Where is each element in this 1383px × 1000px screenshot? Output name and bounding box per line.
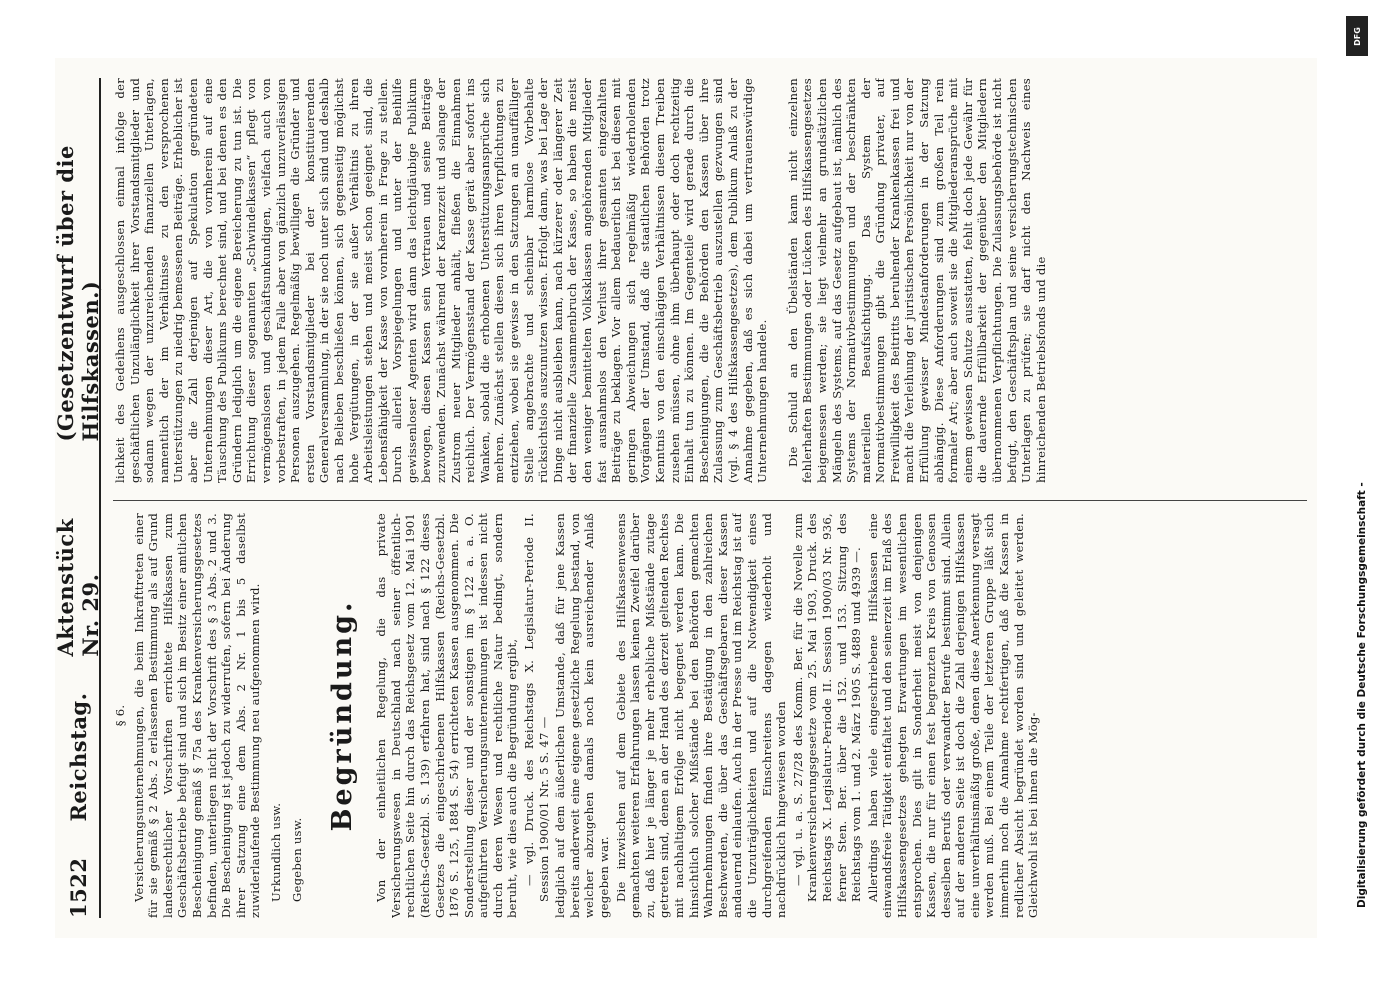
citation: — vgl. u. a. S. 27/28 des Komm. Ber. für die Novelle zum Krankenversicherungsgesetze vom 25. Mai 1903, Druck. des Reichstags X. Legislatur-Periode II. Session 1900/03 Nr. 936, ferner Sten. Ber. über die 152. und 153. Sitzung des Reichstags vom 1. und 2. März 1905 S. 4889 und 4939 —. — [790, 513, 864, 902]
paragraph: Die Schuld an den Übelständen kann nicht einzelnen fehlerhaften Bestimmungen oder Lücken des Hilfskassengesetzes beigemessen werden; sie liegt vielmehr an grundsätzlichen Mängeln des Systems, auf das Gesetz aufgebaut ist, nämlich des Systems der Normativbestimmungen und der beschränkten materiellen Beaufsichtigung. Das System der Normativbestimmungen gibt die Gründung privater, auf Freiwilligkeit des Beitritts beruhender Krankenkassen frei und macht die Verleihung der juristischen Persönlichkeit nur von der Erfüllung gewisser Mindestanforderungen in der Satzung abhängig. Diese Anforderungen sind zum großen Teil rein formaler Art; aber auch soweit sie die Mitgliederansprüche mit einem gewissen Schutze ausstatten, fehlt doch jede Gewähr für die dauernde Erfüllbarkeit der gegenüber den Mitgliedern übernommenen Verpflichtungen. Die Zulassungsbehörde ist nicht befugt, den Geschäftsplan und seine versicherungstechnischen Unterlagen zu prüfen; sie darf nicht den Nachweis eines hinreichenden Betriebsfonds und die — [785, 78, 1048, 483]
page-header — [53, 78, 103, 918]
section-heading: § 6. — [113, 704, 127, 727]
dfg-logo — [1346, 16, 1368, 56]
dfg-logo-text: DFG — [1352, 26, 1362, 46]
right-column — [113, 78, 1307, 483]
header-left: Reichstag. — [65, 692, 91, 822]
paragraph: Allerdings haben viele eingeschriebene Hilfskassen eine einwandsfreie Tätigkeit entfaltet und den seinerzeit im Erlaß des Hilfskassengesetzes gehegten Erwartungen im wesentlichen entsprochen. Dies gilt in Sonderheit meist von denjenigen Kassen, die nur für einen fest begrenzten Kreis von Genossen desselben Berufs oder verwandter Berufe bestimmt sind. Allein auf der anderen Seite ist doch die Zahl derjenigen Hilfskassen eine unverhältnismäßig große, denen diese Anerkennung versagt werden muß. Bei einem Teile der letzteren Gruppe läßt sich immerhin noch die Annahme rechtfertigen, daß die Kassen in redlicher Absicht begründet worden sind und geleitet werden. Gleichwohl ist bei ihnen die Mög- — [865, 513, 1041, 918]
paragraph: Von der einheitlichen Regelung, die das private Versicherungswesen in Deutschland nach seiner öffentlich-rechtlichen Seite hin durch das Reichsgesetz vom 12. Mai 1901 (Reichs-Gesetzbl. S. 139) erfahren hat, sind nach § 122 dieses Gesetzes die eingeschriebenen Hilfskassen (Reichs-Gesetzbl. 1876 S. 125, 1884 S. 54) errichteten Kassen ausgenommen. Die Sonderstellung dieser und der sonstigen im § 122 a. a. O. aufgeführten Versicherungsunternehmungen ist indessen nicht durch deren Wesen und rechtliche Natur bedingt, sondern beruht, wie dies auch die Begründung ergibt, — [374, 513, 520, 918]
digitization-note — [1328, 8, 1376, 992]
left-column — [113, 513, 1307, 918]
paragraph: Versicherungsunternehmungen, die beim Inkrafttreten einer für sie gemäß § 2 Abs. 2 erlassenen Bestimmung als auf Grund landesrechtlicher Vorschriften errichtete Hilfskassen zum Geschäftsbetriebe befugt sind und sich im Besitz einer amtlichen Bescheinigung gemäß § 75a des Krankenversicherungsgesetzes befinden, unterliegen nicht der Vorschrift des § 3 Abs. 2 und 3. Die Bescheinigung ist jedoch zu widerrufen, sofern bei Änderung ihrer Satzung eine dem Abs. 2 Nr. 1 bis 5 daselbst zuwiderlaufende Bestimmung neu aufgenommen wird. — [131, 513, 263, 918]
closing-formula: Gegeben usw. — [289, 817, 304, 902]
scanned-page — [55, 58, 1317, 938]
closing-formula: Urkundlich usw. — [268, 802, 283, 902]
page-content — [55, 58, 1317, 938]
paragraph: lichkeit des Gedeihens ausgeschlossen einmal infolge der geschäftlichen Unzulänglichkeit ihrer Vorstandsmitglieder und sodann wegen der unzureichenden finanziellen Unterlagen, namentlich der im Verhältnisse zu den versprochenen Unterstützungen zu niedrig bemessenen Beiträge. Erheblicher ist aber die Zahl derjenigen auf Spekulation gegründeten Unternehmungen dieser Art, die von vornherein auf eine Täuschung des Publikums berechnet sind, und bei denen es den Gründern lediglich um die eigene Bereicherung zu tun ist. Die Errichtung dieser sogenannten „Schwindelkassen“ pflegt von vermögenslosen und geschäftsunkundigen, vielfach auch von vorbestraften, in jedem Falle aber von gänzlich unzuverlässigen Personen auszugehen. Regelmäßig bewilligen die Gründer und ersten Vorstandsmitglieder bei der konstituierenden Generalversammlung, in der sie noch unter sich sind und deshalb nach Belieben beschließen können, sich gegenseitig möglichst hohe Vergütungen, in der sie außer Verhältnis zu ihren Arbeitsleistungen stehen und meist schon geeignet sind, die Lebensfähigkeit der Kasse von vornherein in Frage zu stellen. Durch allerlei Vorspiegelungen und unter der Beihilfe gewissenloser Agenten wird dann das leichtgläubige Publikum bewogen, diesen Kassen sein Vertrauen und seine Beiträge zuzuwenden. Zunächst während der Karenzzeit und solange der Zustrom neuer Mitglieder anhält, fließen die Einnahmen reichlich. Der Vermögensstand der Kasse gerät aber sofort ins Wanken, sobald die erhobenen Unterstützungsansprüche sich mehren. Zunächst stellen diesen sich ihren Verpflichtungen zu entziehen, wobei sie gewisse in den Satzungen an unauffälliger Stelle angebrachte und scheinbar harmlose Vorbehalte rücksichtslos auszunutzen wissen. Erfolgt dann, was bei Lage der Dinge nicht ausbleiben kann, nach kürzerer oder längerer Zeit der finanzielle Zusammenbruch der Kasse, so haben die meist den weniger bemittelten Volksklassen angehörenden Mitglieder fast ausnahmslos den Verlust ihrer gesamten eingezahlten Beiträge zu beklagen. Vor allem bedauerlich ist bei diesen mit geringen Abweichungen sich regelmäßig wiederholenden Vorgängen der Umstand, daß die staatlichen Behörden trotz Kenntnis von den einschlägigen Verhältnissen diesem Treiben zusehen müssen, ohne ihm überhaupt oder doch rechtzeitig Einhalt tun zu können. Im Gegenteile wird gerade durch die Bescheinigungen, die die Behörden den Kassen über ihre Zulassung zum Geschäftsbetrieb auszustellen gezwungen sind (vgl. § 4 des Hilfskassengesetzes), dem Publikum Anlaß zu der Annahme gegeben, daß es sich dabei um vertrauenswürdige Unternehmungen handele. — [113, 78, 770, 483]
header-document-title: (Gesetzentwurf über die Hilfskassen.) — [53, 145, 103, 442]
paragraph: Die inzwischen auf dem Gebiete des Hilfskassenwesens gemachten weiteren Erfahrungen lassen keinen Zweifel darüber zu, daß hier je länger je mehr erhebliche Mißstände zutage getreten sind, denen an der Hand des derzeit geltenden Rechtes mit nachhaltigem Erfolge nicht begegnet werden kann. Die hinsichtlich solcher Mißstände bei den Behörden gemachten Wahrnehmungen finden ihre Bestätigung in den zahlreichen Beschwerden, die über das Geschäftsgebaren dieser Kassen andauernd einlaufen. Auch in der Presse und im Reichstag ist auf die Unzuträglichkeiten und auf die Notwendigkeit eines durchgreifenden Einschreitens dagegen wiederholt und nachdrücklich hingewiesen worden — [613, 513, 789, 918]
header-document-number: Aktenstück Nr. 29. — [53, 518, 103, 657]
section-title: Begründung. — [327, 599, 359, 832]
page-number: 1522 — [65, 857, 91, 918]
citation: — vgl. Druck. des Reichstags X. Legislatur-Periode II. Session 1900/01 Nr. 5 S. 47 — — [522, 513, 551, 902]
header-rule — [99, 78, 101, 918]
paragraph: lediglich auf dem äußerlichen Umstande, daß für jene Kassen bereits anderweit eine eigene gesetzliche Regelung bestand, von welcher abzugehen damals noch kein ausreichender Anlaß gegeben war. — [553, 513, 612, 918]
column-divider — [113, 500, 1307, 501]
funding-note: Digitalisierung gefördert durch die Deutsche Forschungsgemeinschaft - — [1356, 482, 1368, 908]
